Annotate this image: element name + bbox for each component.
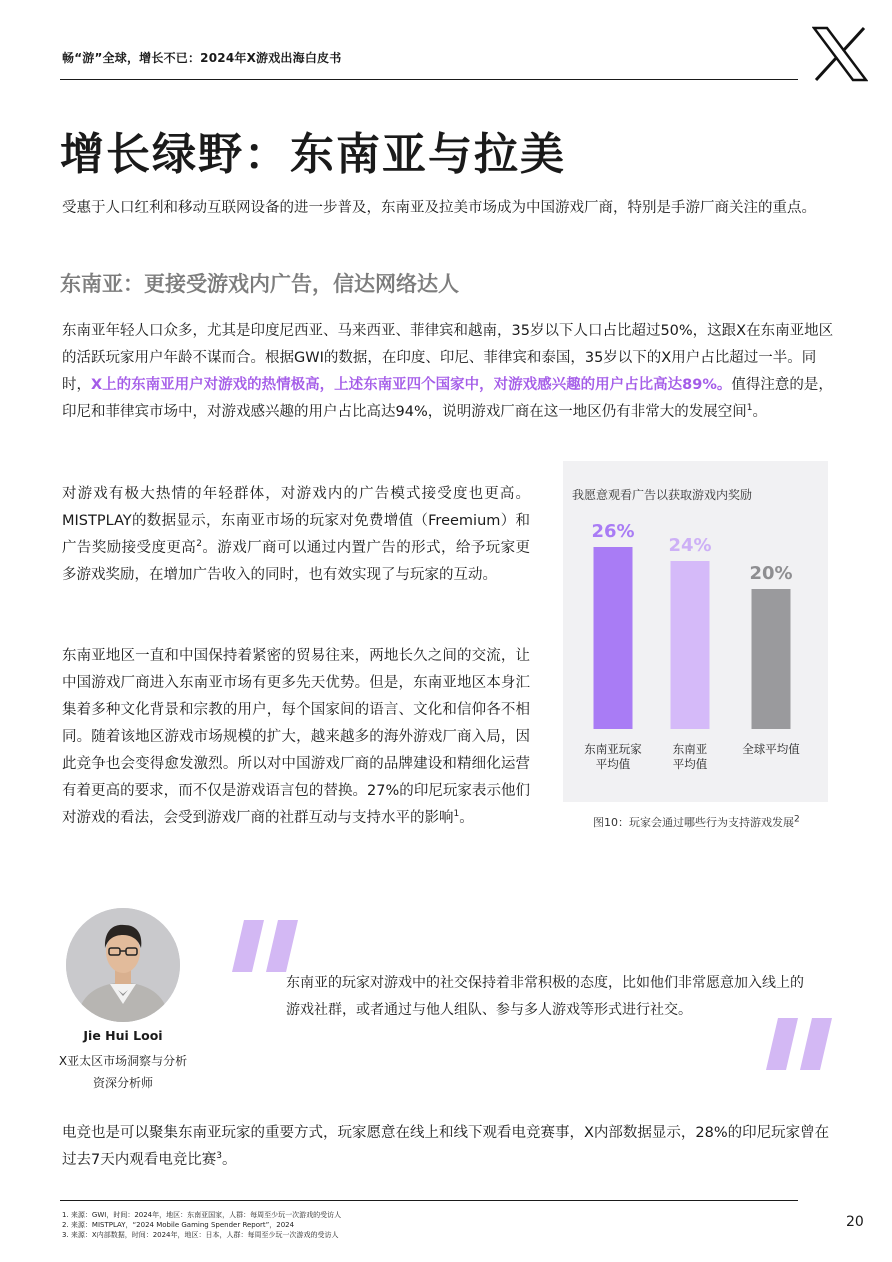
footer-divider [60,1200,798,1201]
chart-category-label: 平均值 [672,757,708,771]
quote-person-role [40,1050,206,1094]
page-number: 20 [846,1214,864,1230]
quote-person-name: Jie Hui Looi [83,1028,163,1043]
paragraph-4 [62,1120,842,1174]
chart-value-label: 24% [668,535,712,556]
chart-category-label: 全球平均值 [742,742,800,756]
chart-bar [752,589,791,729]
quote-person-role-line: 资深分析师 [92,1076,153,1090]
person-portrait-icon [66,908,180,1022]
paragraph-3-end: 。 [459,810,474,826]
paragraph-4-text: 电竞也是可以聚集东南亚玩家的重要方式，玩家愿意在线上和线下观看电竞赛事，X内部数据显示，28%的印尼玩家曾在过去7天内观看电竞比赛 [62,1125,830,1168]
open-quote-icon [230,916,310,976]
paragraph-1-end: 。 [752,404,767,420]
paragraph-2-text-after: 。游戏厂商可以通过内置广告的形式，给予玩家更多游戏奖励，在增加广告收入的同时，也有效实现了与玩家的互动。 [62,540,531,583]
chart-bar [671,561,710,729]
x-logo-icon [812,26,868,82]
avatar [66,908,180,1022]
section-heading: 东南亚：更接受游戏内广告，信达网络达人 [60,272,459,296]
close-quote-icon [764,1014,844,1074]
quote-person-role-line: X亚太区市场洞察与分析 [58,1054,188,1068]
quote-text: 东南亚的玩家对游戏中的社交保持着非常积极的态度，比如他们非常愿意加入线上的游戏社群，或者通过与他人组队、参与多人游戏等形式进行社交。 [286,975,804,1018]
footnotes [62,1210,341,1240]
footnote-ref: 3 [216,1151,222,1162]
paragraph-1-text-after: 值得注意的是，印尼和菲律宾市场中，对游戏感兴趣的用户占比高达94%，说明游戏厂商在这一地区仍有非常大的发展空间 [62,377,833,420]
chart-value-label: 20% [749,563,793,584]
paragraph-2 [62,481,530,589]
chart-caption [593,814,800,830]
paragraph-4-end: 。 [221,1152,237,1168]
footnote-ref: 1 [453,809,460,820]
footnote-item: 2. 来源：MISTPLAY，“2024 Mobile Gaming Spender Report”，2024 [62,1221,295,1229]
page-title: 增长绿野：东南亚与拉美 [60,129,566,180]
chart-category-label: 东南亚玩家 [584,742,642,756]
footnote-ref: 2 [794,814,800,825]
paragraph-2-text: 对游戏有极大热情的年轻群体，对游戏内的广告模式接受度也更高。MISTPLAY的数据显示，东南亚市场的玩家对免费增值（Freemium）和广告奖励接受度更高 [62,486,530,556]
footnote-ref: 1 [746,403,753,414]
chart-category-label: 东南亚 [672,742,708,756]
document-header-title: 畅“游”全球，增长不已：2024年X游戏出海白皮书 [62,51,342,65]
chart-category-label: 平均值 [595,757,631,771]
paragraph-1-text: 东南亚年轻人口众多，尤其是印度尼西亚、马来西亚、菲律宾和越南，35岁以下人口占比超过50%，这跟X在东南亚地区的活跃玩家用户年龄不谋而合。根据GWI的数据，在印度、印尼、菲律宾和泰国，35岁以下的X用户占比超过一半。同时， [62,323,834,393]
chart-bar [594,547,633,729]
paragraph-1 [62,318,842,426]
footnote-item: 1. 来源：GWI，时间：2024年，地区：东南亚国家，人群：每周至少玩一次游戏的受访人 [62,1211,342,1219]
chart-caption-text: 图10：玩家会通过哪些行为支持游戏发展 [593,816,794,829]
footnote-ref: 2 [196,539,202,550]
chart-title: 我愿意观看广告以获取游戏内奖励 [572,488,753,502]
paragraph-1-highlight: X上的东南亚用户对游戏的热情极高，上述东南亚四个国家中，对游戏感兴趣的用户占比高达89%。 [91,377,732,393]
chart-value-label: 26% [591,521,635,542]
footnote-item: 3. 来源：X内部数据，时间：2024年，地区：日本，人群：每周至少玩一次游戏的受访人 [62,1231,339,1239]
intro-paragraph: 受惠于人口红利和移动互联网设备的进一步普及，东南亚及拉美市场成为中国游戏厂商，特别是手游厂商关注的重点。 [62,200,816,216]
bar-chart [563,461,828,802]
paragraph-3-text: 东南亚地区一直和中国保持着紧密的贸易往来，两地长久之间的交流，让中国游戏厂商进入东南亚市场有更多先天优势。但是，东南亚地区本身汇集着多种文化背景和宗教的用户，每个国家间的语言、文化和信仰各不相同。随着该地区游戏市场规模的扩大，越来越多的海外游戏厂商入局，因此竞争也会变得愈发激烈。所以对中国游戏厂商的品牌建设和精细化运营有着更高的要求，而不仅是游戏语言包的替换。27%的印尼玩家表示他们对游戏的看法，会受到游戏厂商的社群互动与支持水平的影响 [62,648,530,826]
header-divider [60,79,798,80]
paragraph-3 [62,643,530,832]
